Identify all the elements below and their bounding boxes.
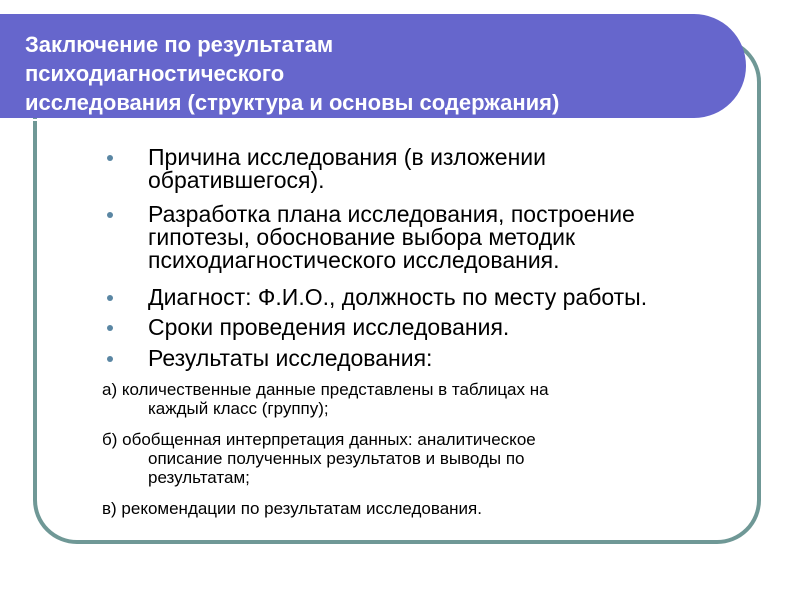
bullet-line: Разработка плана исследования, построение	[148, 201, 635, 227]
bullet-line: Сроки проведения исследования.	[148, 314, 510, 340]
sub-item-line: описание полученных результатов и выводы по	[148, 449, 525, 468]
bullet-line: психодиагностического исследования.	[148, 247, 560, 273]
bullet-icon	[107, 155, 113, 161]
bullet-line: Результаты исследования:	[148, 345, 433, 371]
bullet-icon	[107, 212, 113, 218]
sub-item-line: в) рекомендации по результатам исследования.	[102, 499, 482, 518]
sub-item-line: каждый класс (группу);	[148, 399, 329, 418]
title-line-2: психодиагностического	[25, 61, 285, 86]
bullet-line: Причина исследования (в изложении	[148, 144, 546, 170]
sub-item-a	[102, 380, 702, 418]
title-line-3: исследования (структура и основы содержания)	[25, 90, 560, 115]
bullet-line: обратившегося).	[148, 167, 325, 193]
bullet-item-4	[148, 316, 748, 339]
bullet-item-3	[148, 286, 748, 309]
sub-item-b	[102, 430, 702, 487]
bullet-item-1	[148, 146, 748, 192]
bullet-icon	[107, 295, 113, 301]
bullet-icon	[107, 325, 113, 331]
sub-item-line: а) количественные данные представлены в таблицах на	[102, 380, 549, 399]
sub-item-line: б) обобщенная интерпретация данных: аналитическое	[102, 430, 536, 449]
bullet-line: Диагност: Ф.И.О., должность по месту работы.	[148, 284, 648, 310]
sub-item-c	[102, 499, 702, 518]
bullet-line: гипотезы, обоснование выбора методик	[148, 224, 576, 250]
bullet-item-5	[148, 347, 748, 370]
bullet-item-2	[148, 203, 748, 272]
title-line-1: Заключение по результатам	[25, 32, 334, 57]
bullet-icon	[107, 356, 113, 362]
sub-item-line: результатам;	[148, 468, 250, 487]
